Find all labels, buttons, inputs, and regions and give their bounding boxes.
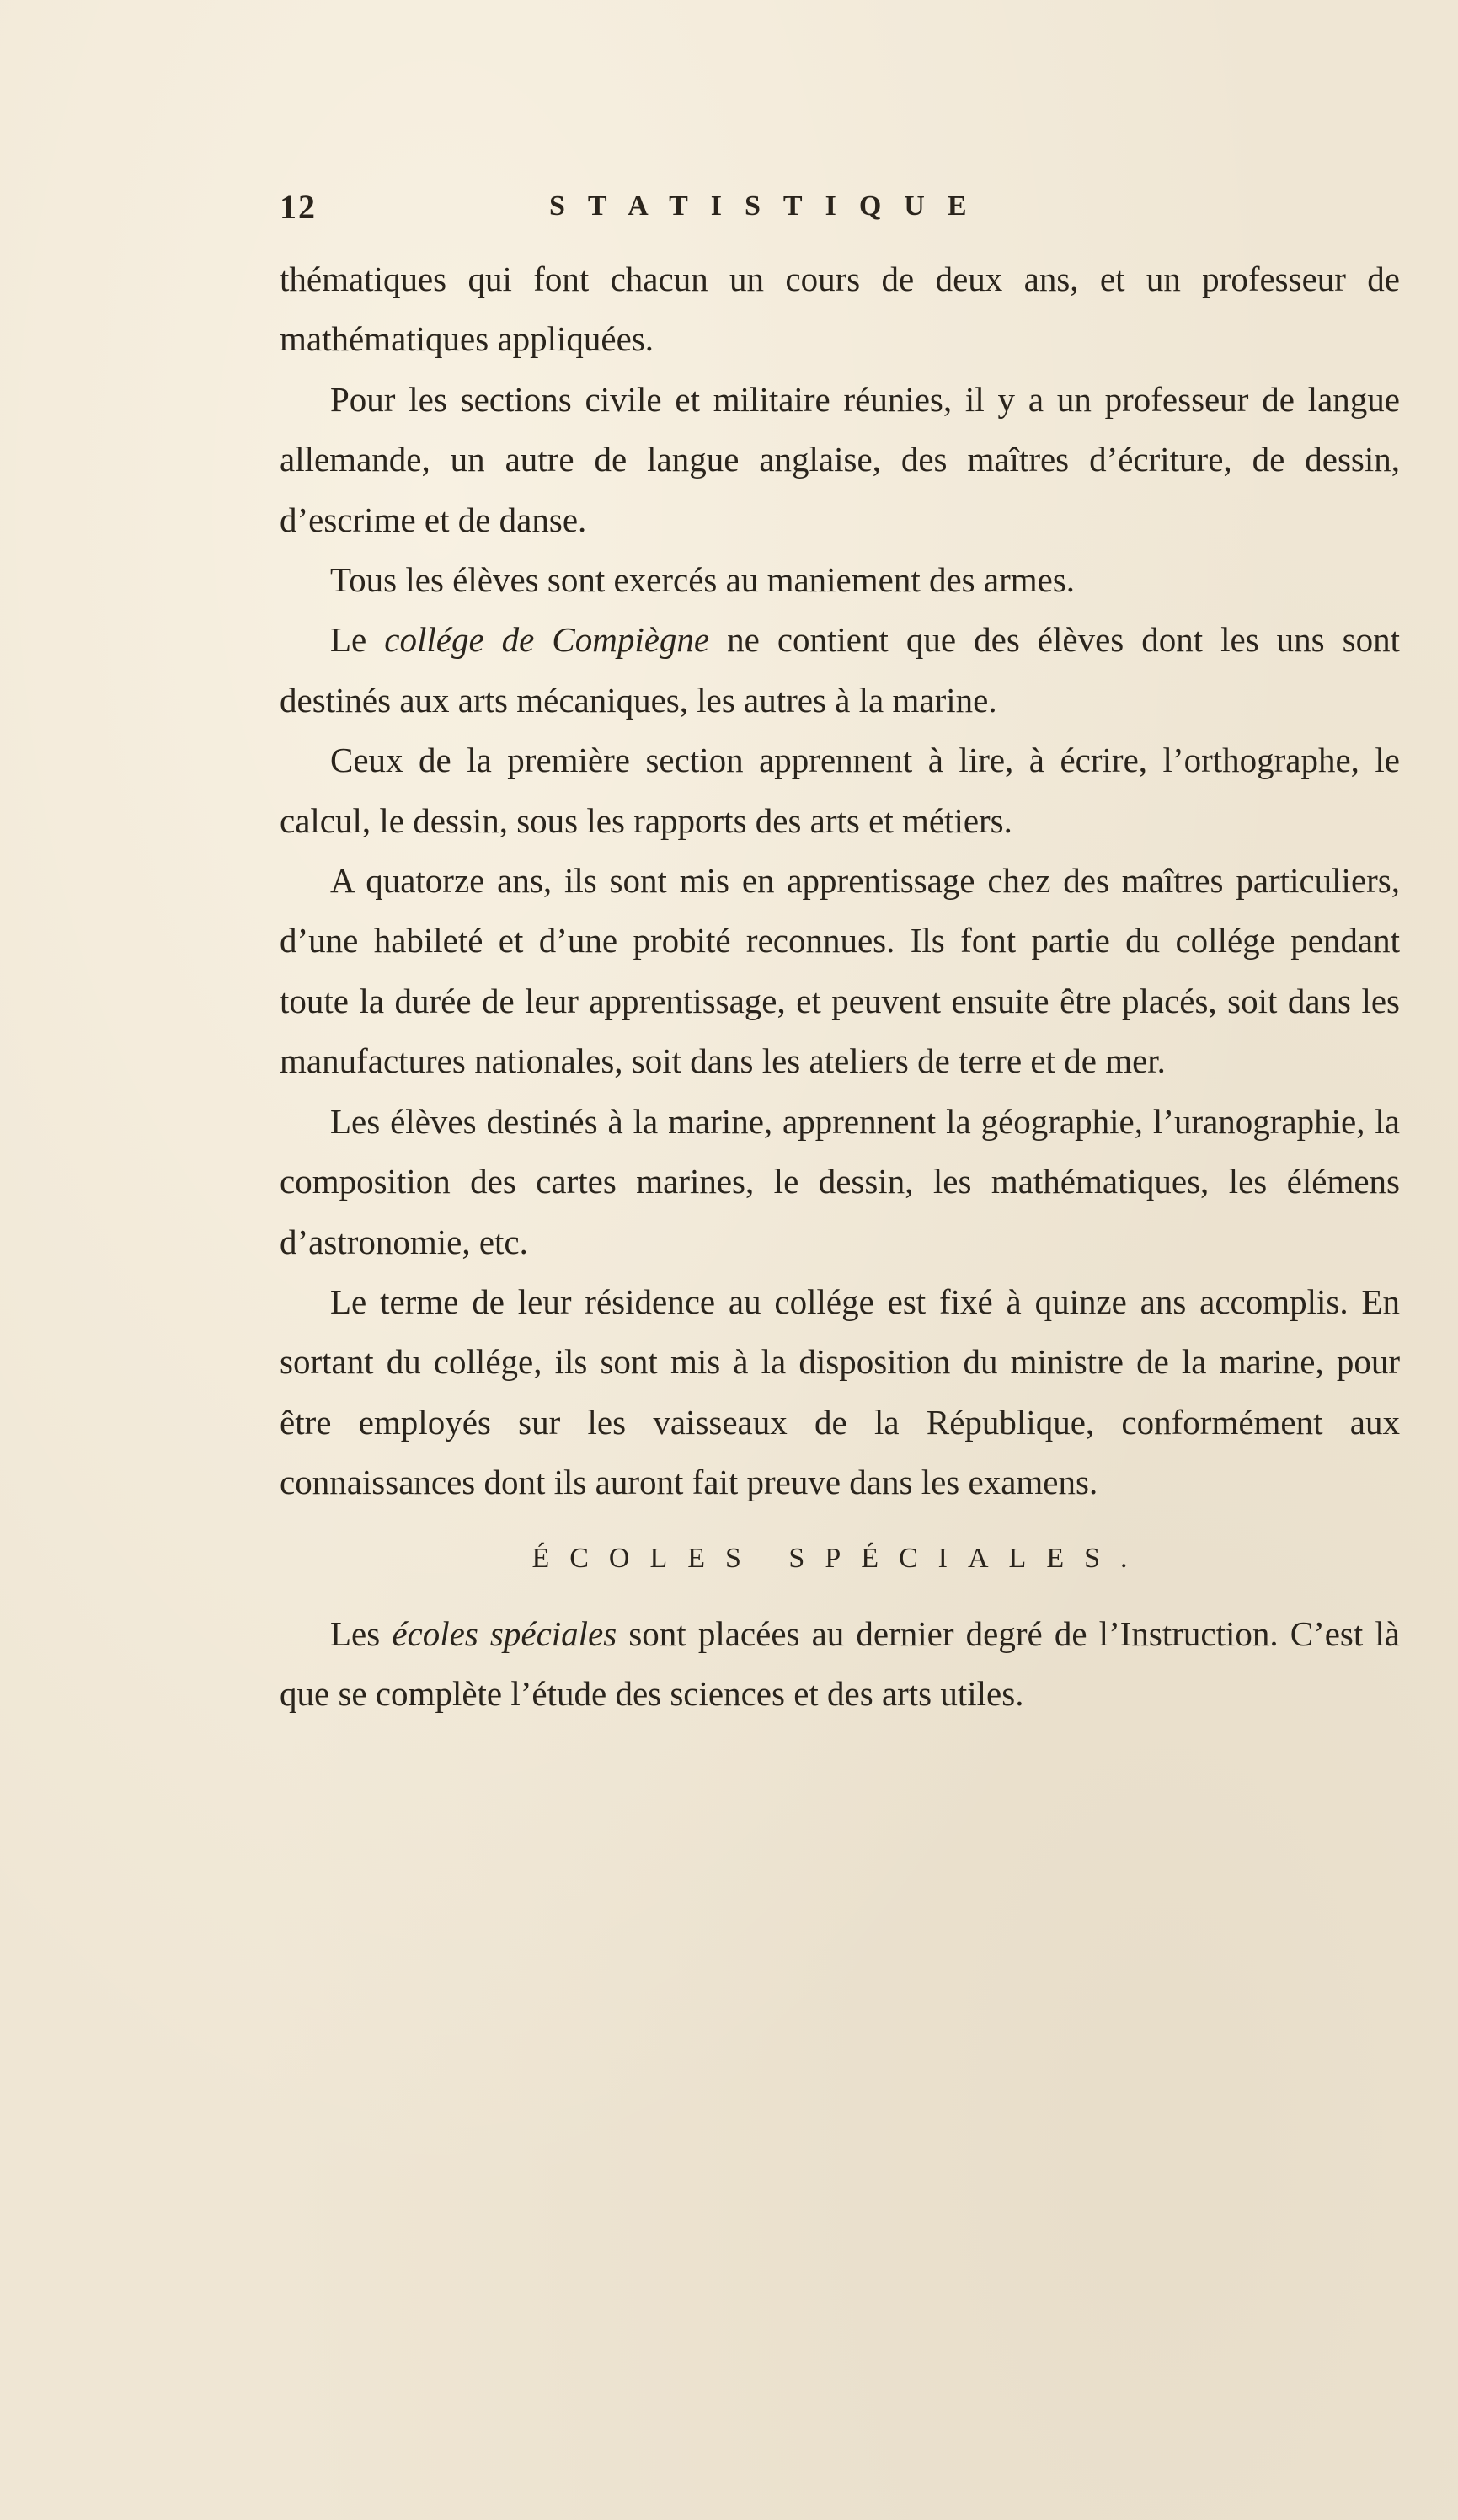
paragraph-residence-term: Le terme de leur résidence au collége est fixé à quinze ans accomplis. En sortant du collége, ils sont mis à la disposition du ministre de la marine, pour être employés sur les vaisseaux de la République, conformément aux connaissances dont ils auront fait preuve dans les examens. [280, 1281, 1400, 1502]
compiegne-intro: Le [330, 620, 385, 660]
special-schools-term: écoles spéciales [392, 1613, 617, 1653]
special-schools-rest: sont placées au dernier degré de l’Instruction. C’est là que se complète l’étude des sciences et des arts utiles. [280, 1613, 1401, 1713]
paragraph-arms-training: Tous les élèves sont exercés au maniement des armes. [330, 560, 1076, 600]
compiegne-rest: ne contient que des élèves dont les uns sont destinés aux arts mécaniques, les autres à la marine. [280, 620, 1400, 720]
page-number: 12 [280, 188, 317, 226]
paragraph-first-section: Ceux de la première section apprennent à lire, à écrire, l’orthographe, le calcul, le dessin, sous les rapports des arts et métiers. [280, 741, 1400, 840]
compiegne-name: collége de Compiègne [384, 620, 710, 660]
body-text [280, 249, 1400, 1724]
running-title: STATISTIQUE [549, 190, 990, 222]
paragraph-special-schools [280, 1604, 1400, 1725]
paragraph-apprenticeship: A quatorze ans, ils sont mis en apprentissage chez des maîtres particuliers, d’une habileté et d’une probité reconnues. Ils font partie du collége pendant toute la durée de leur apprentissage, et peuvent ensuite être placés, soit dans les manufactures nationales, soit dans les ateliers de terre et de mer. [280, 861, 1400, 1081]
paragraph-compiegne [280, 610, 1400, 730]
paragraph-marine-students: Les élèves destinés à la marine, apprennent la géographie, l’uranographie, la composition des cartes marines, le dessin, les mathématiques, les élémens d’astronomie, etc. [280, 1101, 1400, 1261]
special-schools-intro: Les [330, 1613, 393, 1653]
paragraph-language-masters: Pour les sections civile et militaire réunies, il y a un professeur de langue allemande, un autre de langue anglaise, des maîtres d’écriture, de dessin, d’escrime et de danse. [280, 379, 1400, 539]
section-heading: ÉCOLES SPÉCIALES. [531, 1542, 1148, 1574]
page-header [280, 187, 1400, 238]
paragraph-continued: thématiques qui font chacun un cours de deux ans, et un professeur de mathématiques appliquées. [280, 259, 1400, 359]
